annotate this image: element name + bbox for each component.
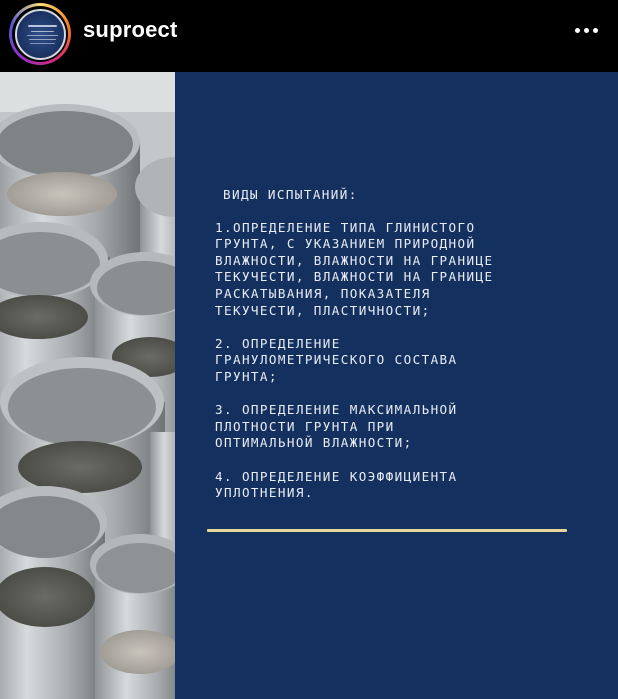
tests-heading: ВИДЫ ИСПЫТАНИЙ:	[223, 187, 358, 202]
avatar[interactable]	[15, 9, 66, 60]
username[interactable]: suproect	[83, 17, 178, 42]
tests-list	[215, 187, 575, 518]
test-item-2: 2. ОПРЕДЕЛЕНИЕ ГРАНУЛОМЕТРИЧЕСКОГО СОСТАВА ГРУНТА;	[215, 335, 458, 384]
test-item-1: 1.ОПРЕДЕЛЕНИЕ ТИПА ГЛИНИСТОГО ГРУНТА, С УКАЗАНИЕМ ПРИРОДНОЙ ВЛАЖНОСТИ, ВЛАЖНОСТИ НА ГРАНИЦЕ ТЕКУЧЕСТИ, ВЛАЖНОСТИ НА ГРАНИЦЕ РАСКАТЫВАНИЯ, ПОКАЗАТЕЛЯ ТЕКУЧЕСТИ, ПЛАСТИЧНОСТИ;	[215, 219, 494, 318]
story-ring[interactable]	[9, 3, 71, 65]
soil-cylinders-illustration	[0, 72, 175, 699]
more-horizontal-icon[interactable]	[575, 28, 598, 33]
info-panel	[175, 72, 618, 699]
test-item-4: 4. ОПРЕДЕЛЕНИЕ КОЭФФИЦИЕНТА УПЛОТНЕНИЯ.	[215, 468, 458, 501]
soil-samples-photo	[0, 72, 175, 699]
test-item-3: 3. ОПРЕДЕЛЕНИЕ МАКСИМАЛЬНОЙ ПЛОТНОСТИ ГРУНТА ПРИ ОПТИМАЛЬНОЙ ВЛАЖНОСТИ;	[215, 402, 458, 451]
post-image[interactable]	[0, 72, 618, 699]
divider-line	[207, 529, 567, 532]
avatar-gap	[12, 6, 68, 62]
post-header	[0, 0, 618, 72]
